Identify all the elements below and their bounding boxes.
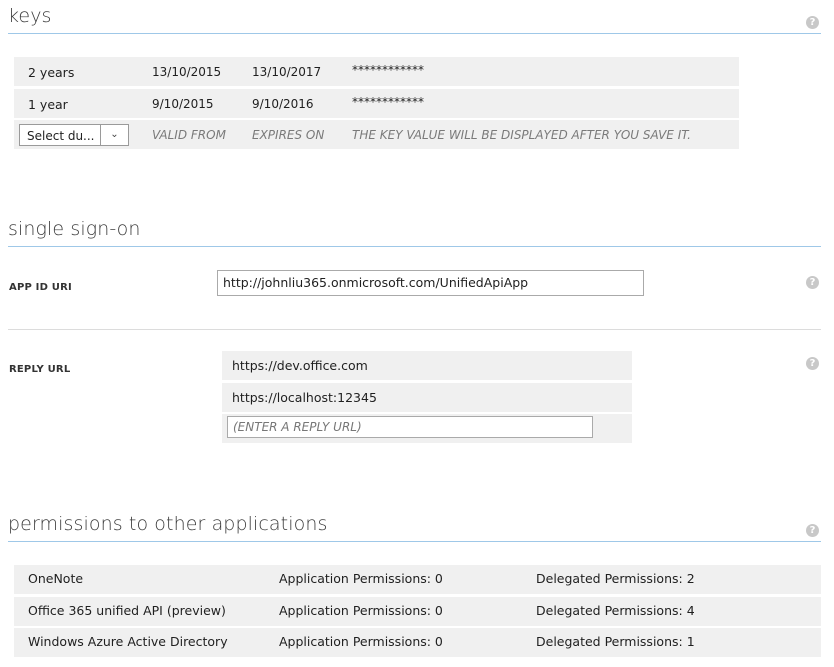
reply-url-row[interactable] <box>222 351 632 380</box>
valid-from-hint: VALID FROM <box>152 128 226 142</box>
application-permissions: Application Permissions: 0 <box>279 571 443 586</box>
sso-section-rule <box>8 246 821 247</box>
reply-url-value: https://dev.office.com <box>232 358 368 373</box>
sso-divider <box>8 329 821 330</box>
application-permissions: Application Permissions: 0 <box>279 603 443 618</box>
permission-app-name: Office 365 unified API (preview) <box>28 603 226 618</box>
permissions-section-rule <box>8 541 821 542</box>
reply-url-help-icon[interactable]: ? <box>806 357 819 370</box>
sso-section-title: single sign-on <box>8 218 141 240</box>
key-row <box>14 89 739 118</box>
key-duration-select[interactable] <box>19 124 129 146</box>
reply-url-entry-row <box>222 414 632 443</box>
permission-app-name: OneNote <box>28 571 84 586</box>
app-id-help-icon[interactable]: ? <box>806 276 819 289</box>
key-expires-on: 9/10/2016 <box>252 97 314 111</box>
new-key-row <box>14 120 739 149</box>
key-row <box>14 57 739 86</box>
delegated-permissions: Delegated Permissions: 4 <box>536 603 695 618</box>
key-duration-select-value: Select du... <box>27 129 95 143</box>
application-permissions: Application Permissions: 0 <box>279 634 443 649</box>
delegated-permissions: Delegated Permissions: 1 <box>536 634 695 649</box>
permission-row[interactable] <box>14 565 821 594</box>
key-valid-from: 9/10/2015 <box>152 97 214 111</box>
permission-row[interactable] <box>14 597 821 626</box>
keys-section-title: keys <box>8 5 52 27</box>
keys-section-rule <box>8 33 821 34</box>
permission-row[interactable] <box>14 628 821 657</box>
reply-url-input[interactable]: (ENTER A REPLY URL) <box>227 416 593 438</box>
expires-on-hint: EXPIRES ON <box>252 128 325 142</box>
chevron-down-icon[interactable]: ⌄ <box>100 125 128 145</box>
key-value: ************ <box>352 63 424 77</box>
key-duration: 2 years <box>28 65 75 80</box>
reply-url-value: https://localhost:12345 <box>232 390 377 405</box>
key-value-hint: THE KEY VALUE WILL BE DISPLAYED AFTER YOU SAVE IT. <box>352 128 691 142</box>
reply-url-row[interactable] <box>222 383 632 412</box>
permission-app-name: Windows Azure Active Directory <box>28 634 228 649</box>
reply-url-label: REPLY URL <box>9 364 71 375</box>
keys-help-icon[interactable]: ? <box>806 16 819 29</box>
key-value: ************ <box>352 95 424 109</box>
delegated-permissions: Delegated Permissions: 2 <box>536 571 695 586</box>
permissions-help-icon[interactable]: ? <box>806 524 819 537</box>
key-expires-on: 13/10/2017 <box>252 65 322 79</box>
permissions-section-title: permissions to other applications <box>8 513 328 535</box>
app-id-uri-label: APP ID URI <box>9 282 72 293</box>
app-id-uri-input[interactable]: http://johnliu365.onmicrosoft.com/UnifiedApiApp <box>217 270 644 296</box>
key-duration: 1 year <box>28 97 68 112</box>
key-valid-from: 13/10/2015 <box>152 65 222 79</box>
